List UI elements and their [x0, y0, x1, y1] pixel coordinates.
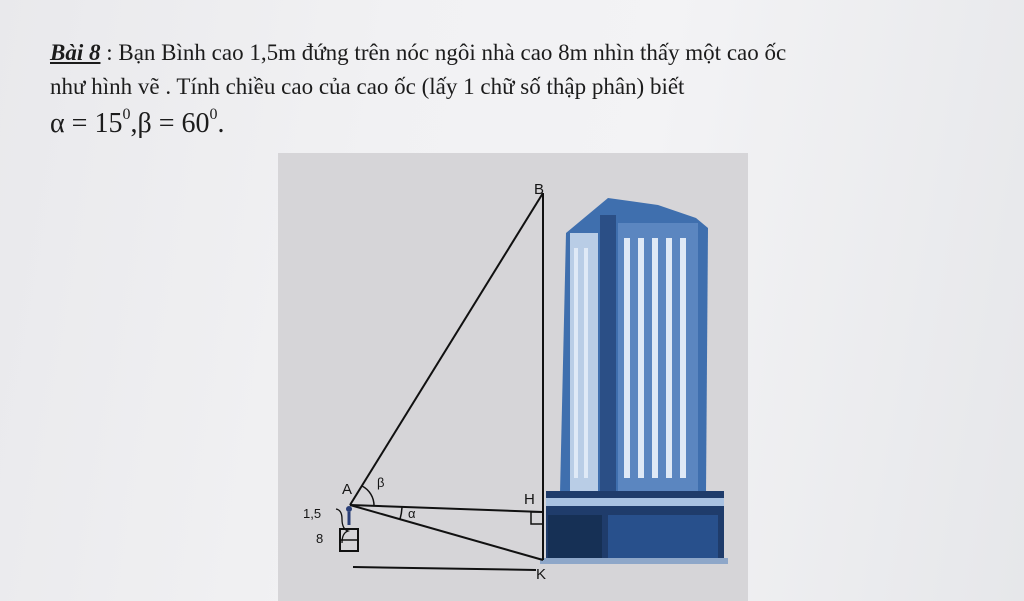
angle-alpha-label: α [408, 506, 416, 521]
ground-line [353, 567, 536, 570]
line-AH [350, 505, 543, 512]
figure-drawing [278, 153, 748, 601]
point-H-label: H [524, 491, 535, 508]
problem-statement [50, 36, 990, 104]
point-B-label: B [534, 181, 545, 198]
given-angles-formula: $\alpha = 15^0,\beta = 60^0$. [50, 106, 225, 139]
right-angle-mark [531, 512, 543, 524]
beta-value: 60 [181, 108, 210, 139]
alpha-symbol: α [50, 108, 65, 139]
problem-text-2: như hình vẽ . Tính chiều cao của cao ốc (lấy 1 chữ số thập phân) biết [50, 74, 685, 99]
problem-line-1 [50, 36, 990, 70]
point-A-label: A [342, 481, 353, 498]
line-AK [350, 505, 543, 560]
alpha-degree: 0 [122, 106, 131, 123]
angle-beta-arc [362, 486, 374, 506]
angle-alpha-arc [400, 506, 402, 519]
problem-text-1: : Bạn Bình cao 1,5m đứng trên nóc ngôi nhà cao 8m nhìn thấy một cao ốc [100, 40, 787, 65]
height-brace [336, 509, 348, 543]
building-image [540, 198, 728, 564]
alpha-value: 15 [94, 108, 123, 139]
beta-symbol: β [137, 108, 152, 139]
angle-beta-label: β [377, 475, 385, 490]
problem-label: Bài 8 [50, 40, 101, 65]
person-height-label: 1,5 [303, 506, 322, 521]
person-figure [346, 506, 352, 525]
house-height-label: 8 [316, 531, 324, 546]
geometry-lines [336, 193, 543, 570]
point-K-label: K [536, 566, 547, 583]
beta-degree: 0 [209, 106, 218, 123]
geometry-figure [278, 153, 748, 601]
line-AB [350, 193, 543, 505]
